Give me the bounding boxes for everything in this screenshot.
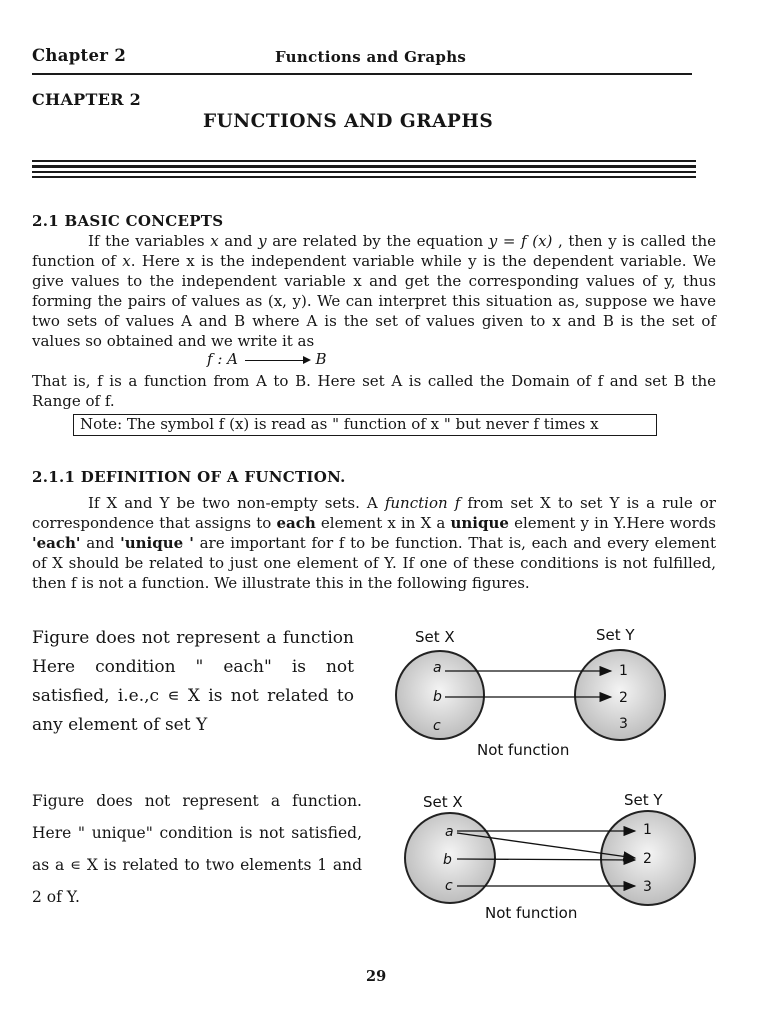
running-header bbox=[32, 46, 692, 70]
figure-2-caption: Not function bbox=[485, 904, 578, 922]
figure-2-set-x-label: Set X bbox=[423, 793, 463, 811]
figure-2-x-element: a bbox=[445, 824, 454, 840]
mapping-notation: f : A B bbox=[207, 350, 327, 368]
section-heading-basic-concepts: 2.1 BASIC CONCEPTS bbox=[32, 212, 224, 230]
header-rule bbox=[32, 73, 692, 75]
running-header-chapter: Chapter 2 bbox=[32, 46, 127, 65]
figure-1-set-y-label: Set Y bbox=[596, 626, 635, 644]
figure-2-x-element: b bbox=[443, 852, 452, 868]
running-header-title: Functions and Graphs bbox=[275, 48, 467, 66]
figure-1-diagram bbox=[385, 620, 685, 765]
page-number: 29 bbox=[366, 968, 387, 985]
figure-2-y-element: 3 bbox=[643, 879, 652, 895]
title-divider bbox=[32, 160, 696, 181]
figure-1-y-element: 3 bbox=[619, 716, 628, 732]
figure-2-y-element: 2 bbox=[643, 851, 652, 867]
figure-1-x-element: b bbox=[433, 689, 442, 705]
chapter-title: FUNCTIONS AND GRAPHS bbox=[203, 111, 494, 132]
basic-concepts-paragraph: If the variables x and y are related by the equation y = f (x) , then y is called the function of x. Here x is the independent variable while y is the dependent variable. We give values to the independent variable x and get the corresponding values of y, thus forming the pairs of values as (x, y). We can interpret this situation as, suppose we have two sets of values A and B where A is the set of values given to x and B is the set of values so obtained and we write it as bbox=[32, 232, 716, 350]
chapter-label: CHAPTER 2 bbox=[32, 90, 142, 109]
note-text: : The symbol f (x) is read as " function of x " but never f times x bbox=[117, 415, 599, 433]
section-heading-definition: 2.1.1 DEFINITION OF A FUNCTION. bbox=[32, 468, 346, 486]
figure-2-set-y-label: Set Y bbox=[624, 791, 663, 809]
figure-1-y-element: 2 bbox=[619, 690, 628, 706]
domain-range-paragraph: That is, f is a function from A to B. Here set A is called the Domain of f and set B the Range of f. bbox=[32, 372, 716, 410]
figure-1-x-element: a bbox=[433, 660, 442, 676]
figure-1-description: Figure does not represent a function Here condition " each" is not satisfied, i.e.,c ∊ X is not related to any element of set Y bbox=[32, 628, 354, 735]
figure-1-x-element: c bbox=[433, 718, 441, 734]
note-box bbox=[73, 414, 657, 436]
figure-1-set-x-label: Set X bbox=[415, 628, 455, 646]
figure-2-x-element: c bbox=[445, 878, 453, 894]
function-equation: y = f (x) bbox=[488, 232, 553, 250]
figure-2-description: Figure does not represent a function. Here " unique" condition is not satisfied, as a ∊ X is related to two elements 1 and 2 of Y. bbox=[32, 792, 362, 906]
note-label: Note bbox=[80, 415, 118, 433]
figure-1-y-element: 1 bbox=[619, 663, 628, 679]
figure-2-y-element: 1 bbox=[643, 822, 652, 838]
definition-paragraph: If X and Y be two non-empty sets. A function f from set X to set Y is a rule or correspondence that assigns to each element x in X a unique element y in Y.Here words 'each' and 'unique ' are important for f to be function. That is, each and every element of X should be related to just one element of Y. If one of these conditions is not fulfilled, then f is not a function. We illustrate this in the following figures. bbox=[32, 494, 716, 592]
arrow-right-icon bbox=[245, 360, 309, 361]
figure-1-caption: Not function bbox=[477, 741, 570, 759]
figure-2-diagram bbox=[395, 785, 705, 930]
